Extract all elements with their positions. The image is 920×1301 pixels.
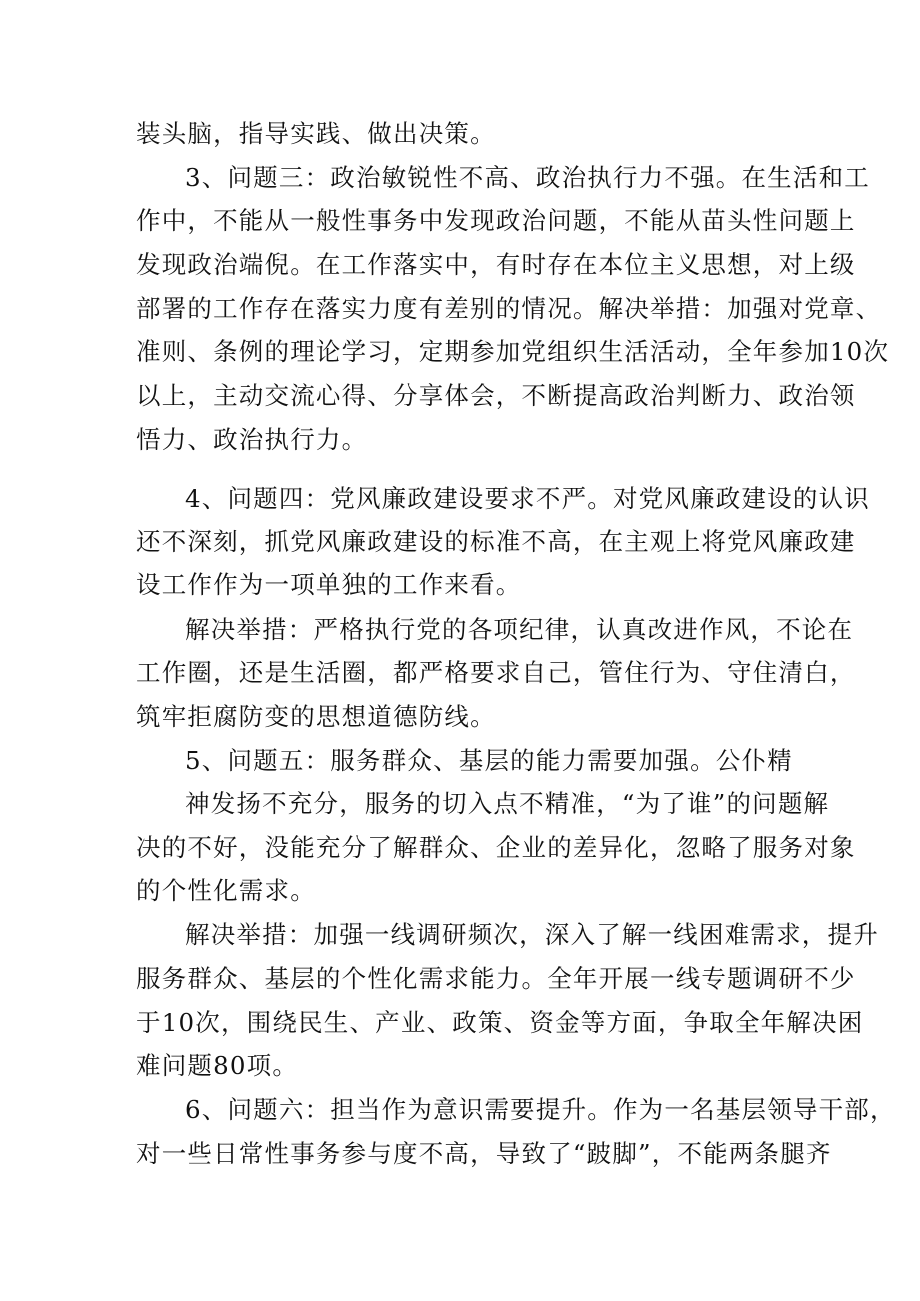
text-line: 筑牢拒腐防变的思想道德防线。: [136, 702, 496, 731]
text-line: 悟力、政治执行力。: [136, 425, 368, 454]
text-line: 准则、条例的理论学习，定期参加党组织生活活动，全年参加10次: [136, 337, 890, 366]
text-line: 决的不好，没能充分了解群众、企业的差异化，忽略了服务对象: [136, 833, 856, 862]
heading-problem-3: 3、问题三：政治敏锐性不高、政治执行力不强。在生活和工: [185, 163, 870, 192]
text-line: 神发扬不充分，服务的切入点不精准，“为了谁”的问题解: [185, 789, 830, 818]
text-line: 部署的工作存在落实力度有差别的情况。解决举措：加强对党章、: [136, 294, 882, 323]
text-line: 难问题80项。: [136, 1051, 299, 1080]
heading-problem-5: 5、问题五：服务群众、基层的能力需要加强。公仆精: [185, 746, 793, 775]
solution-paragraph: 解决举措：加强一线调研频次，深入了解一线困难需求，提升: [185, 920, 879, 949]
text-line: 以上，主动交流心得、分享体会，不断提高政治判断力、政治领: [136, 381, 856, 410]
solution-paragraph: 解决举措：严格执行党的各项纪律，认真改进作风，不论在: [185, 615, 854, 644]
text-line: 对一些日常性事务参与度不高，导致了“跛脚”，不能两条腿齐: [136, 1139, 832, 1168]
text-line: 于10次，围绕民生、产业、政策、资金等方面，争取全年解决困: [136, 1008, 864, 1037]
text-line: 工作圈，还是生活圈，都严格要求自己，管住行为、守住清白，: [136, 658, 856, 687]
text-line: 服务群众、基层的个性化需求能力。全年开展一线专题调研不少: [136, 964, 856, 993]
text-line: 的个性化需求。: [136, 876, 316, 905]
text-line: 发现政治端倪。在工作落实中，有时存在本位主义思想，对上级: [136, 250, 856, 279]
heading-problem-4: 4、问题四：党风廉政建设要求不严。对党风廉政建设的认识: [185, 484, 870, 513]
text-line: 装头脑，指导实践、做出决策。: [136, 119, 496, 148]
heading-problem-6: 6、问题六：担当作为意识需要提升。作为一名基层领导干部，: [185, 1095, 896, 1124]
text-line: 还不深刻，抓党风廉政建设的标准不高，在主观上将党风廉政建: [136, 527, 856, 556]
text-line: 设工作作为一项单独的工作来看。: [136, 570, 522, 599]
text-line: 作中，不能从一般性事务中发现政治问题，不能从苗头性问题上: [136, 206, 856, 235]
